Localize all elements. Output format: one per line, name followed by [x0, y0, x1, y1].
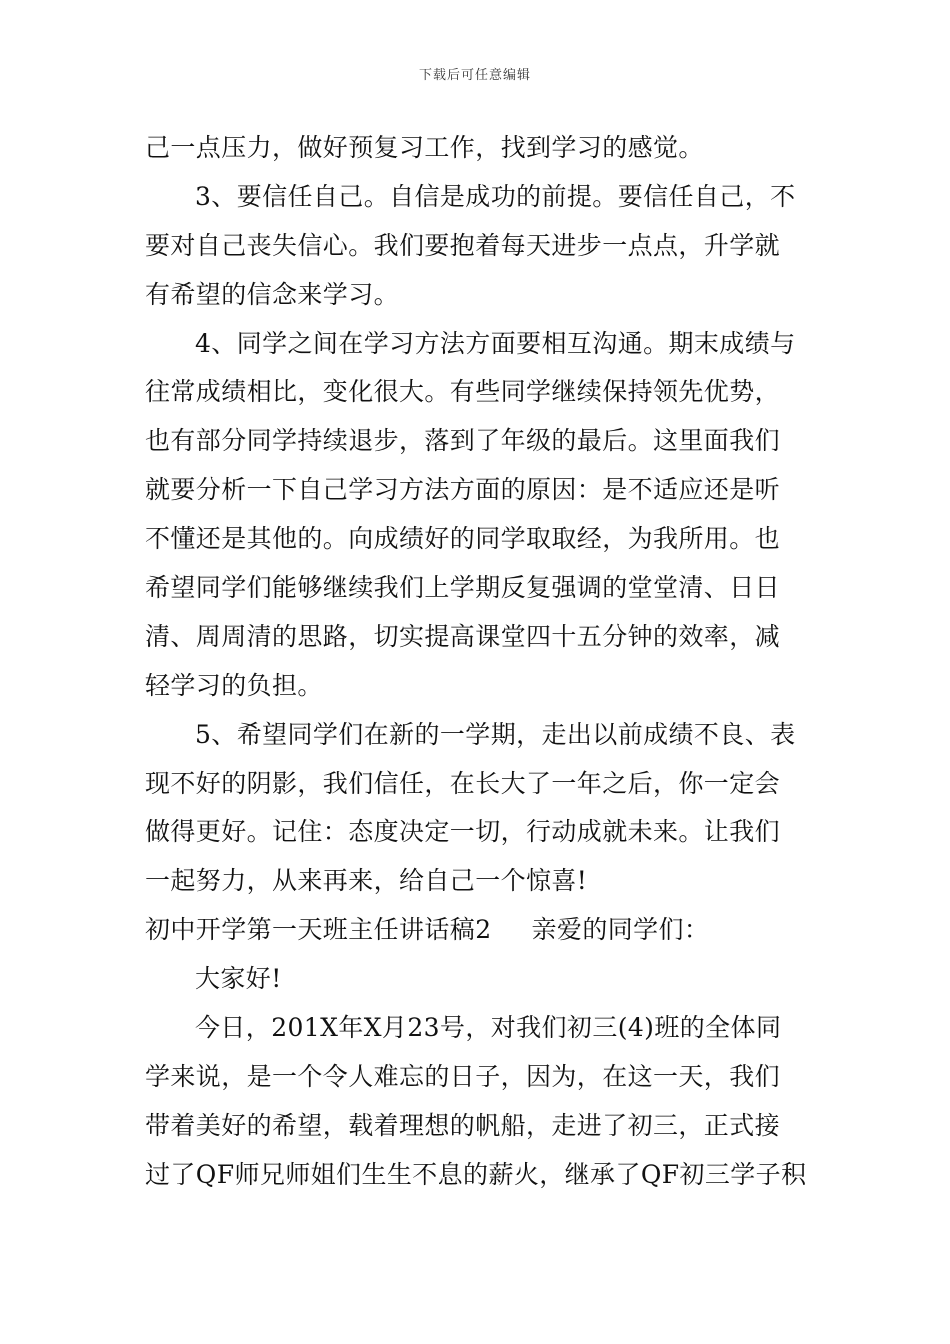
section-title-line: [145, 906, 810, 955]
paragraph-line: 也有部分同学持续退步，落到了年级的最后。这里面我们: [145, 426, 781, 456]
paragraph-line: 做得更好。记住：态度决定一切，行动成就未来。让我们: [145, 817, 781, 847]
paragraph-line: 己一点压力，做好预复习工作，找到学习的感觉。: [145, 133, 704, 162]
paragraph-line: 往常成绩相比，变化很大。有些同学继续保持领先优势，: [145, 377, 781, 407]
paragraph-line: 3、要信任自己。自信是成功的前提。要信任自己，不: [195, 181, 796, 211]
greeting: 亲爱的同学们：: [531, 915, 710, 945]
paragraph-line: 就要分析一下自己学习方法方面的原因：是不适应还是听: [145, 475, 781, 505]
paragraph-line: 今日，201X年X月23号，对我们初三(4)班的全体同: [195, 1013, 782, 1043]
paragraph-line: 5、希望同学们在新的一学期，走出以前成绩不良、表: [195, 719, 796, 749]
document-body: [145, 124, 810, 1200]
paragraph-line: 一起努力，从来再来，给自己一个惊喜!: [145, 866, 588, 896]
page-header: 下载后可任意编辑: [418, 68, 531, 83]
paragraph-line: 4、同学之间在学习方法方面要相互沟通。期末成绩与: [195, 328, 796, 358]
section-title: 初中开学第一天班主任讲话稿2: [145, 915, 492, 945]
paragraph-line: 不懂还是其他的。向成绩好的同学取取经，为我所用。也: [145, 524, 781, 554]
paragraph-line: 过了QF师兄师姐们生生不息的薪火，继承了QF初三学子积: [145, 1159, 807, 1189]
paragraph-line: 轻学习的负担。: [145, 670, 323, 700]
paragraph-line: 带着美好的希望，载着理想的帆船，走进了初三，正式接: [145, 1110, 781, 1140]
paragraph-line: 希望同学们能够继续我们上学期反复强调的堂堂清、日日: [145, 573, 781, 603]
paragraph-line: 有希望的信念来学习。: [145, 279, 400, 309]
paragraph-line: 大家好!: [195, 964, 282, 994]
paragraph-line: 清、周周清的思路，切实提高课堂四十五分钟的效率，减: [145, 621, 781, 651]
paragraph-line: 要对自己丧失信心。我们要抱着每天进步一点点，升学就: [145, 230, 781, 260]
paragraph-line: 现不好的阴影，我们信任，在长大了一年之后，你一定会: [145, 768, 781, 798]
paragraph-line: 学来说，是一个令人难忘的日子，因为，在这一天，我们: [145, 1061, 781, 1091]
